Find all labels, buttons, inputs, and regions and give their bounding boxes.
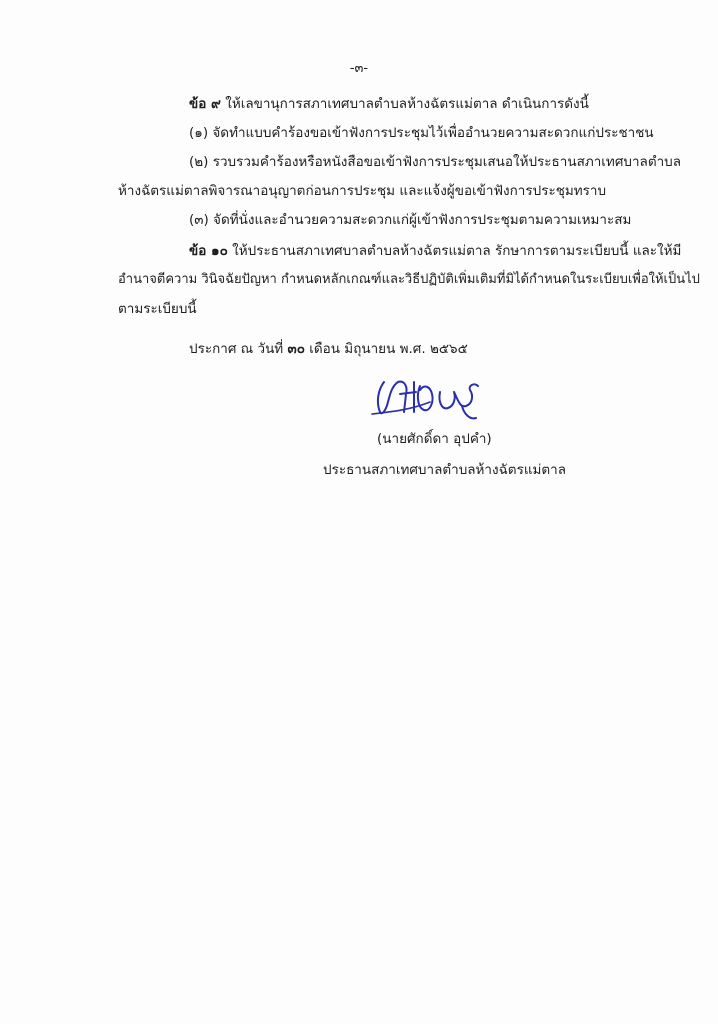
clause-10-line-1: ให้ประธานสภาเทศบาลตำบลห้างฉัตรแม่ตาล รักษาการตามระเบียบนี้ และให้มี <box>232 243 682 259</box>
clause-10-line-3: ตามระเบียบนี้ <box>118 301 197 317</box>
announcement-date <box>189 340 468 358</box>
page-number: -๓- <box>349 61 369 76</box>
clause-9-text: ให้เลขานุการสภาเทศบาลตำบลห้างฉัตรแม่ตาล ดำเนินการดังนี้ <box>225 96 589 112</box>
announcement-rest: เดือน มิถุนายน พ.ศ. ๒๕๖๕ <box>309 341 468 357</box>
signer-title: ประธานสภาเทศบาลตำบลห้างฉัตรแม่ตาล <box>323 462 567 478</box>
clause-9-item-2: (๒) รวบรวมคำร้องหรือหนังสือขอเข้าฟังการประชุมเสนอให้ประธานสภาเทศบาลตำบล <box>189 154 682 170</box>
signature-image <box>370 372 490 424</box>
clause-9-number: ข้อ ๙ <box>189 96 221 112</box>
clause-9-item-2-continued: ห้างฉัตรแม่ตาลพิจารณาอนุญาตก่อนการประชุม และแจ้งผู้ขอเข้าฟังการประชุมทราบ <box>118 183 607 199</box>
clause-10-number: ข้อ ๑๐ <box>189 243 228 259</box>
clause-9 <box>189 95 589 113</box>
signer-name: (นายศักดิ์ดา อุปคำ) <box>377 431 492 447</box>
announcement-prefix: ประกาศ ณ วันที่ <box>189 341 284 357</box>
clause-9-item-1: (๑) จัดทำแบบคำร้องขอเข้าฟังการประชุมไว้เพื่ออำนวยความสะดวกแก่ประชาชน <box>189 125 654 141</box>
clause-10-line-2: อำนาจตีความ วินิจฉัยปัญหา กำหนดหลักเกณฑ์และวิธีปฏิบัติเพิ่มเติมที่มิได้กำหนดในระเบียบเพื่อให้เป็นไป <box>118 272 700 287</box>
clause-10 <box>189 242 681 260</box>
announcement-day: ๓๐ <box>287 341 305 357</box>
clause-9-item-3: (๓) จัดที่นั่งและอำนวยความสะดวกแก่ผู้เข้าฟังการประชุมตามความเหมาะสม <box>189 212 632 228</box>
